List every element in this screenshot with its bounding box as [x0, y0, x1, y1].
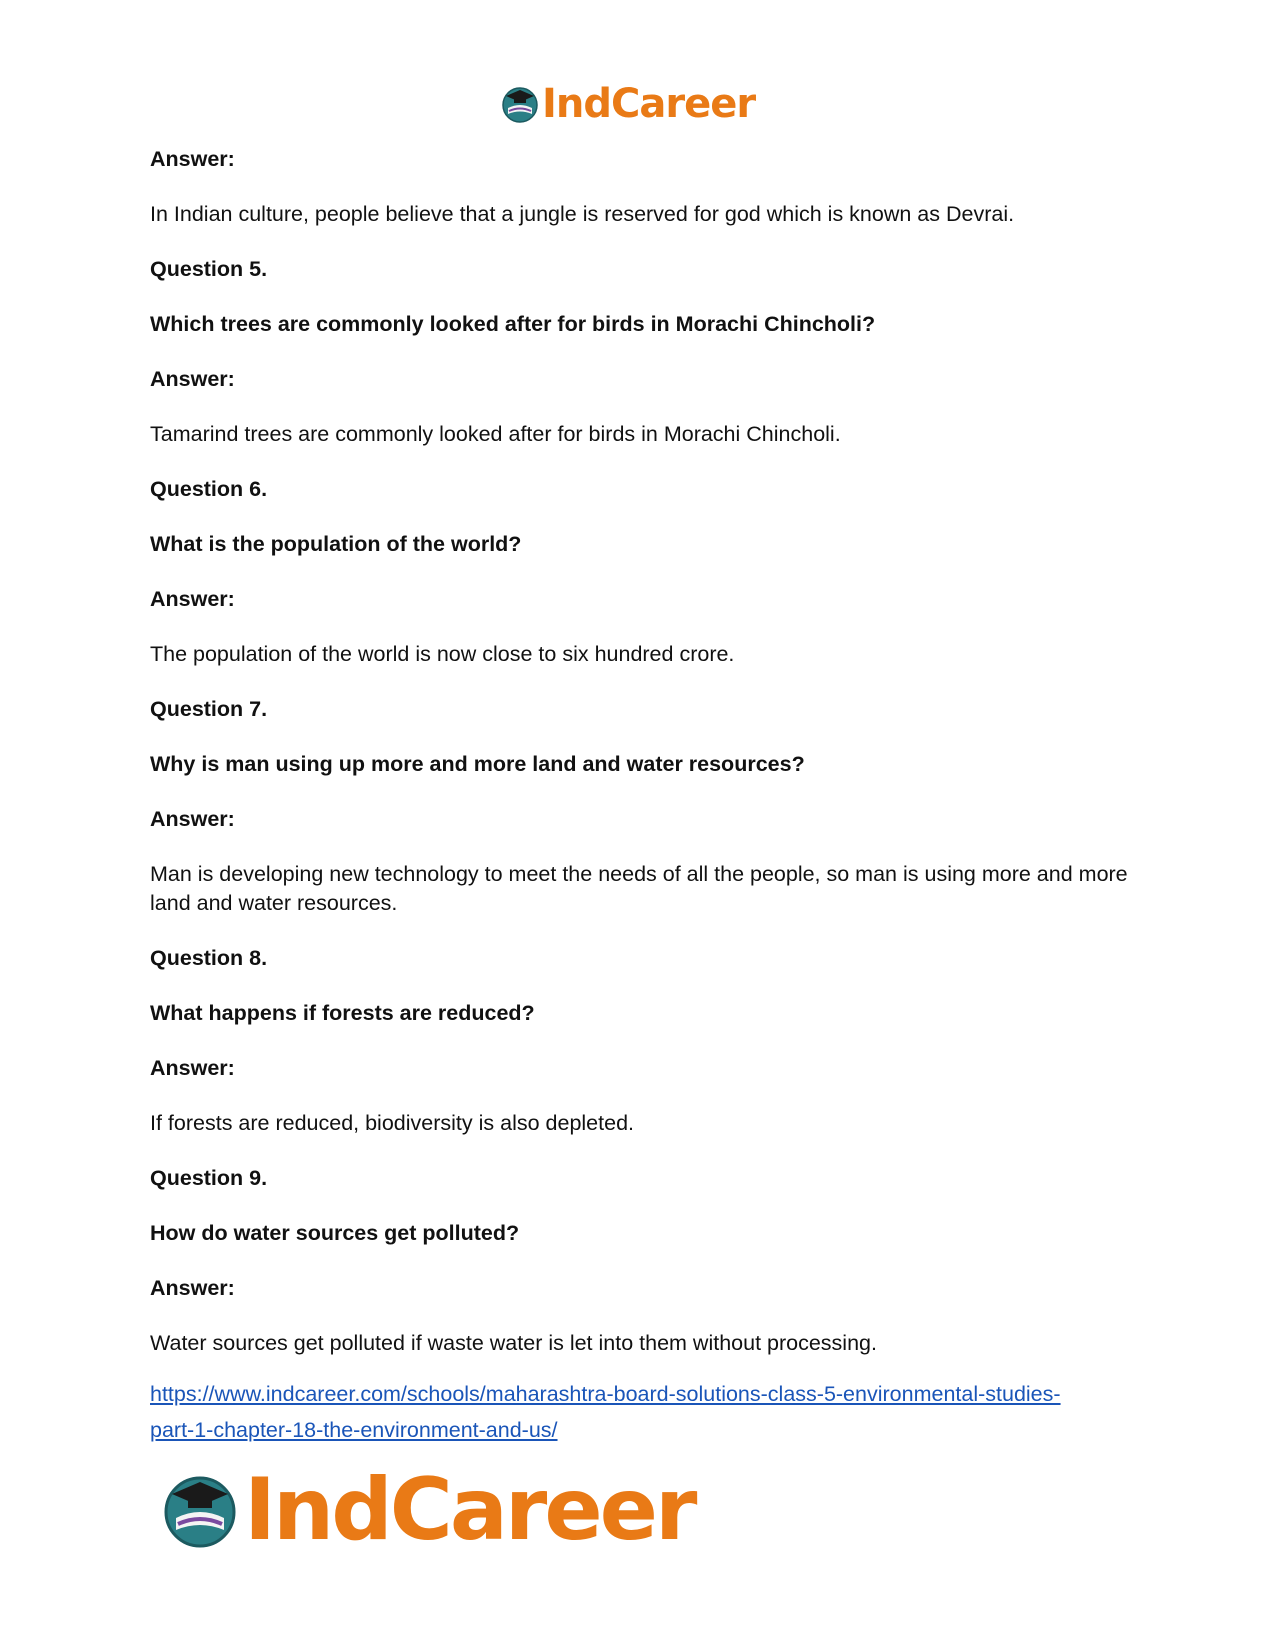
question-number: Question 9. [150, 1166, 268, 1190]
answer-text: If forests are reduced, biodiversity is also depleted. [150, 1111, 635, 1135]
brand-wordmark: IndCareer [542, 81, 756, 127]
answer-label: Answer: [150, 1056, 235, 1080]
answer-label: Answer: [150, 1276, 235, 1300]
source-link-line-2: part-1-chapter-18-the-environment-and-us/ [150, 1418, 558, 1442]
question-text: What happens if forests are reduced? [150, 1001, 535, 1025]
source-link-block [150, 1376, 1130, 1448]
question-text: Why is man using up more and more land and water resources? [150, 752, 805, 776]
answer-label: Answer: [150, 367, 235, 391]
source-link-line-1: https://www.indcareer.com/schools/maharashtra-board-solutions-class-5-environmental-studies- [150, 1382, 1061, 1406]
answer-label: Answer: [150, 587, 235, 611]
question-number: Question 8. [150, 946, 268, 970]
question-number: Question 6. [150, 477, 268, 501]
graduation-globe-icon [500, 84, 540, 124]
brand-wordmark: IndCareer [244, 1460, 695, 1560]
answer-text: In Indian culture, people believe that a jungle is reserved for god which is known as Devrai. [150, 202, 1015, 226]
footer-logo [160, 1460, 695, 1560]
question-text: How do water sources get polluted? [150, 1221, 520, 1245]
answer-label: Answer: [150, 147, 235, 171]
source-link[interactable] [150, 1382, 1061, 1442]
question-text: Which trees are commonly looked after for birds in Morachi Chincholi? [150, 312, 876, 336]
answer-label: Answer: [150, 807, 235, 831]
answer-text: Man is developing new technology to meet the needs of all the people, so man is using more and more land and water resources. [150, 862, 1128, 915]
graduation-globe-icon [160, 1470, 240, 1550]
header-logo [500, 80, 755, 128]
question-text: What is the population of the world? [150, 532, 522, 556]
answer-text: Water sources get polluted if waste water is let into them without processing. [150, 1331, 877, 1355]
answer-text: The population of the world is now close to six hundred crore. [150, 642, 735, 666]
question-number: Question 7. [150, 697, 268, 721]
question-number: Question 5. [150, 257, 268, 281]
document-body [150, 145, 1130, 1448]
answer-text: Tamarind trees are commonly looked after for birds in Morachi Chincholi. [150, 422, 841, 446]
